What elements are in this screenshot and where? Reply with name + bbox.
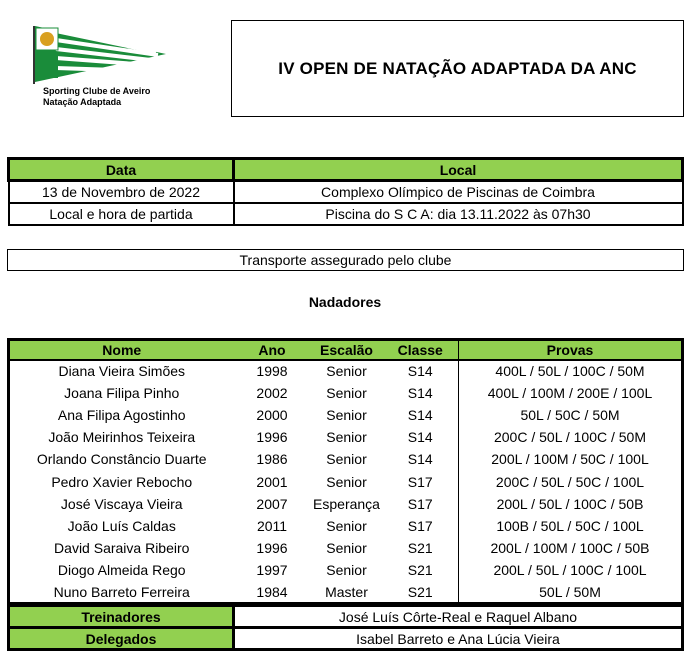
coaches-label: Treinadores bbox=[9, 606, 234, 628]
swimmer-events: 400L / 50L / 100C / 50M bbox=[459, 360, 683, 382]
swimmer-name: João Meirinhos Teixeira bbox=[48, 429, 196, 446]
swimmer-year: 1984 bbox=[256, 583, 288, 600]
swimmer-events: 200L / 50L / 100C / 100L bbox=[459, 559, 683, 581]
swimmer-category: Senior bbox=[326, 451, 367, 468]
swimmer-class: S14 bbox=[407, 429, 433, 446]
swimmer-name: João Luís Caldas bbox=[67, 517, 176, 534]
swimmer-events: 200L / 50L / 100C / 50B bbox=[459, 493, 683, 515]
swimmer-events: 100B / 50L / 50C / 100L bbox=[459, 515, 683, 537]
club-name: Sporting Clube de Aveiro bbox=[43, 86, 151, 96]
transport-note: Transporte assegurado pelo clube bbox=[7, 249, 684, 271]
swimmer-year: 2000 bbox=[256, 406, 288, 423]
col-ano: Ano bbox=[258, 341, 286, 358]
swimmer-class: S21 bbox=[407, 540, 433, 557]
swimmer-category: Senior bbox=[326, 429, 367, 446]
swimmers-title: Nadadores bbox=[308, 294, 382, 310]
swimmers-table bbox=[7, 338, 684, 605]
event-venue: Complexo Olímpico de Piscinas de Coimbra bbox=[234, 181, 683, 203]
swimmer-year: 1996 bbox=[256, 540, 288, 557]
swimmer-class: S14 bbox=[407, 363, 433, 380]
col-provas: Provas bbox=[459, 340, 683, 360]
swimmer-name: Diogo Almeida Rego bbox=[57, 562, 186, 579]
swimmer-category: Senior bbox=[326, 517, 367, 534]
departure-value: Piscina do S C A: dia 13.11.2022 às 07h30 bbox=[234, 203, 683, 225]
page-title: IV OPEN DE NATAÇÃO ADAPTADA DA ANC bbox=[231, 20, 684, 117]
header-local: Local bbox=[234, 159, 683, 181]
table-row bbox=[9, 448, 683, 470]
table-row bbox=[9, 382, 683, 404]
swimmer-class: S14 bbox=[407, 406, 433, 423]
table-row bbox=[9, 426, 683, 448]
swimmer-year: 2001 bbox=[256, 473, 288, 490]
delegates-value: Isabel Barreto e Ana Lúcia Vieira bbox=[234, 628, 683, 650]
swimmer-year: 1998 bbox=[256, 363, 288, 380]
swimmer-category: Master bbox=[325, 583, 368, 600]
swimmer-events: 200C / 50L / 50C / 100L bbox=[459, 470, 683, 492]
delegates-label: Delegados bbox=[9, 628, 234, 650]
swimmer-year: 1997 bbox=[256, 562, 288, 579]
swimmer-class: S17 bbox=[407, 473, 433, 490]
swimmer-events: 200C / 50L / 100C / 50M bbox=[459, 426, 683, 448]
swimmer-category: Senior bbox=[326, 384, 367, 401]
swimmer-events: 50L / 50M bbox=[459, 581, 683, 603]
swimmer-class: S21 bbox=[407, 562, 433, 579]
swimmer-category: Esperança bbox=[313, 495, 380, 512]
swimmer-name: Pedro Xavier Rebocho bbox=[51, 473, 193, 490]
swimmer-name: José Viscaya Vieira bbox=[60, 495, 183, 512]
swimmer-events: 50L / 50C / 50M bbox=[459, 404, 683, 426]
swimmer-year: 2011 bbox=[256, 517, 288, 534]
departure-label: Local e hora de partida bbox=[9, 203, 234, 225]
swimmer-class: S17 bbox=[407, 495, 433, 512]
club-logo bbox=[26, 22, 176, 112]
swimmer-events: 400L / 100M / 200E / 100L bbox=[459, 382, 683, 404]
swimmer-name: Joana Filipa Pinho bbox=[64, 384, 180, 401]
table-row bbox=[9, 470, 683, 492]
swimmer-year: 1996 bbox=[256, 429, 288, 446]
swimmer-year: 2002 bbox=[256, 384, 288, 401]
table-row bbox=[9, 559, 683, 581]
club-section: Natação Adaptada bbox=[43, 97, 122, 107]
swimmer-events: 200L / 100M / 100C / 50B bbox=[459, 537, 683, 559]
swimmer-year: 2007 bbox=[256, 495, 288, 512]
swimmer-category: Senior bbox=[326, 363, 367, 380]
col-escalao: Escalão bbox=[320, 341, 373, 358]
swimmer-events: 200L / 100M / 50C / 100L bbox=[459, 448, 683, 470]
col-nome: Nome bbox=[102, 341, 142, 358]
swimmer-name: David Saraiva Ribeiro bbox=[54, 540, 190, 557]
swimmer-category: Senior bbox=[326, 562, 367, 579]
swimmer-category: Senior bbox=[326, 473, 367, 490]
table-row bbox=[9, 537, 683, 559]
swimmer-name: Nuno Barreto Ferreira bbox=[53, 583, 190, 600]
swimmer-name: Orlando Constâncio Duarte bbox=[36, 451, 207, 468]
flag-icon bbox=[26, 22, 176, 86]
swimmer-name: Ana Filipa Agostinho bbox=[57, 406, 186, 423]
event-info-table bbox=[7, 157, 684, 226]
swimmer-class: S21 bbox=[407, 583, 433, 600]
table-row bbox=[9, 404, 683, 426]
staff-table bbox=[7, 604, 684, 651]
swimmer-name: Diana Vieira Simões bbox=[58, 363, 186, 380]
event-date: 13 de Novembro de 2022 bbox=[9, 181, 234, 203]
swimmer-year: 1986 bbox=[256, 451, 288, 468]
table-row bbox=[9, 515, 683, 537]
header-data: Data bbox=[9, 159, 234, 181]
swimmer-class: S14 bbox=[407, 384, 433, 401]
swimmer-class: S14 bbox=[407, 451, 433, 468]
swimmer-category: Senior bbox=[326, 406, 367, 423]
table-row bbox=[9, 581, 683, 603]
swimmer-category: Senior bbox=[326, 540, 367, 557]
coaches-value: José Luís Côrte-Real e Raquel Albano bbox=[234, 606, 683, 628]
table-row bbox=[9, 360, 683, 382]
col-classe: Classe bbox=[397, 341, 443, 358]
swimmer-class: S17 bbox=[407, 517, 433, 534]
table-row bbox=[9, 493, 683, 515]
